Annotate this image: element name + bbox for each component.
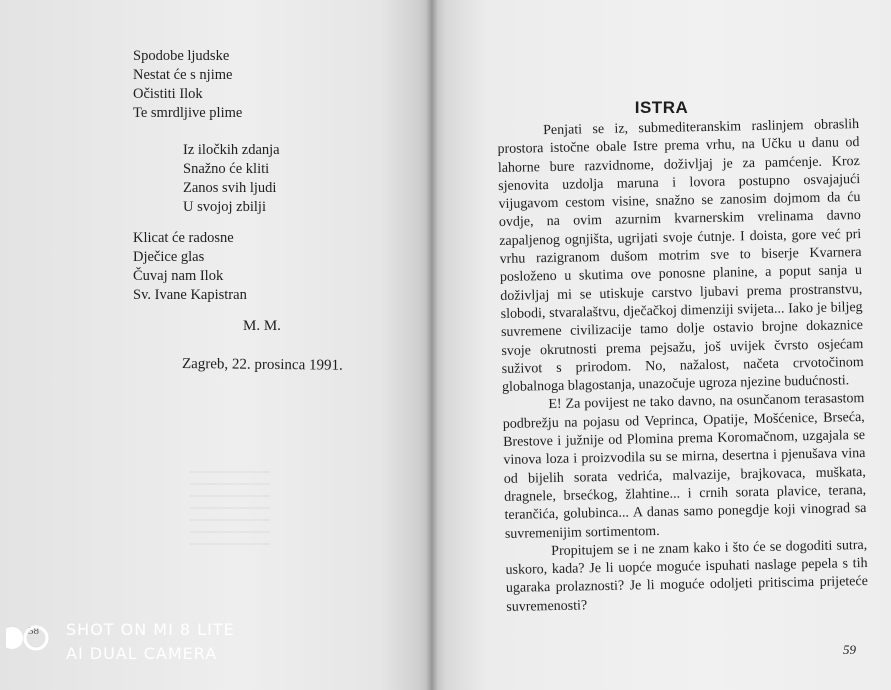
poem-line: Iz iločkih zdanja xyxy=(183,142,280,158)
poem-stanza-3 xyxy=(133,229,247,305)
bleed-through-text xyxy=(190,465,270,545)
poem-date: Zagreb, 22. prosinca 1991. xyxy=(181,356,343,374)
poem-line: Snažno će kliti xyxy=(183,161,270,177)
poem-line: U svojoj zbilji xyxy=(183,199,266,215)
poem-line: Zanos svih ljudi xyxy=(183,180,277,196)
poem-stanza-2 xyxy=(183,141,280,217)
page-number-left: 58 xyxy=(28,625,39,637)
poem-line: Dječice glas xyxy=(133,249,205,265)
article-body xyxy=(497,116,868,617)
chapter-title: ISTRA xyxy=(634,98,689,117)
poem-signature: M. M. xyxy=(243,318,281,334)
poem-line: Nestat će s njime xyxy=(133,67,233,83)
poem-line: Spodobe ljudske xyxy=(133,48,230,64)
paragraph: E! Za povijest ne tako davno, na osunčanom terasastom podbrežju na pojasu od Veprinca, Opatije, Mošćenice, Brseća, Brestove i južnije od Plomina prema Koromačnom, uzgajala se vinova loza i proizvodila su se mirna, desertna i pjenušava vina od bijelih sorata vedrića, malvazije, brajkovaca, muškata, dragnele, brsećkog, žlahtine... i crnih sorata plavice, terana, terančića, golubinca... A danas samo ponegdje koji vinograd sa suvremenijim sortimentom. xyxy=(502,391,867,542)
poem-line: Čuvaj nam Ilok xyxy=(133,268,224,284)
watermark-line-2: AI DUAL CAMERA xyxy=(66,644,218,663)
watermark-line-1: SHOT ON MI 8 LITE xyxy=(66,620,235,639)
paragraph: Penjati se iz, submediteranskim raslinjem obraslih prostora istočne obale Istre prema vrhu, na Učku u danu od lahorne bure razvidnome, doživljaj je za pamćenje. Kroz sjenovita uzdolja maruna i lovora postupno osvajajući vijugavom cestom visine, snažno se zanosim dojmom da ću ovdje, na ovim azurnim kvarnerskim vrelinama davno zapaljenog ognjišta, ugrijati svoje ćutnje. I doista, gore već pri vrhu razigranom dušom motrim sve to biserje Kvarnera posloženo u skutima ove ponosne planine, a poput sanja u doživljaj mi se utiskuje carstvo ljubavi prema prostranstvu, slobodi, stvaralaštvu, dječačkoj dimenziji svijeta... Iako je biljeg suvremene civilizacije tamo dolje ostavio brojne dokaznice svoje okrutnosti prema pejsažu, još uvijek čvrsto osjećam suživot s prirodom. No, nažalost, načeta crvotočinom globalnoga blagostanja, unazočuje ugroza njezine budućnosti. xyxy=(497,117,864,396)
mi-dual-camera-icon xyxy=(6,622,50,654)
page-number-right: 59 xyxy=(843,642,856,657)
watermark-text xyxy=(66,618,235,666)
poem-line: Sv. Ivane Kapistran xyxy=(133,287,247,303)
poem-line: Klicat će radosne xyxy=(133,230,234,246)
poem-line: Očistiti Ilok xyxy=(133,86,203,102)
paragraph: Propitujem se i ne znam kako i što će se dogoditi sutra, uskoro, kada? Je li uopće moguće ispuhati naslage pepela s tih ugaraka prolaznosti? Je li moguće odoljeti pritiscima prijeteće suvremenosti? xyxy=(505,537,869,615)
poem-stanza-1 xyxy=(133,47,242,123)
poem-line: Te smrdljive plime xyxy=(133,105,243,121)
